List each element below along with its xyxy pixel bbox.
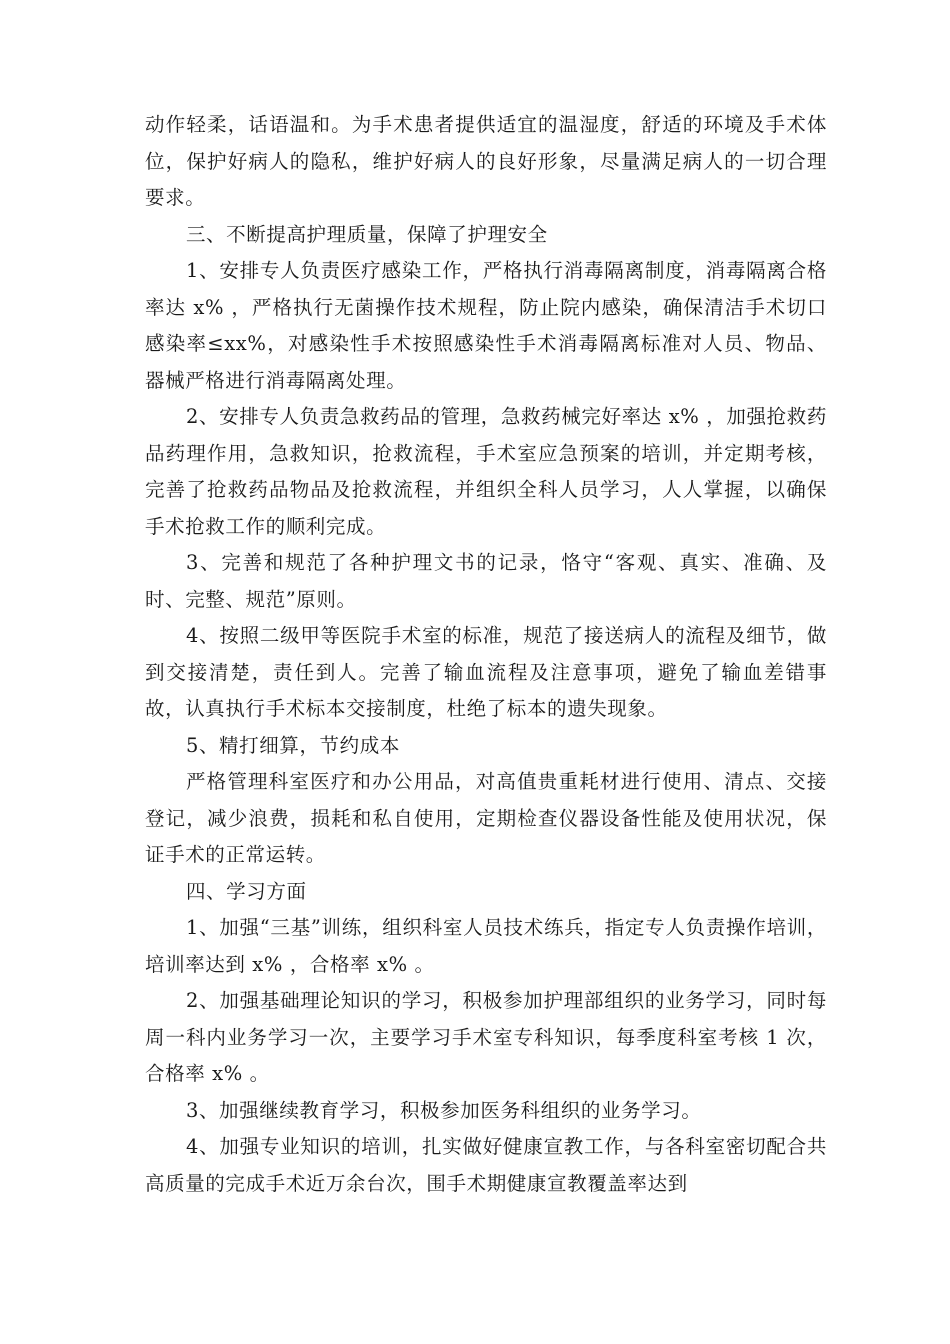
paragraph-theory-study: 2、加强基础理论知识的学习，积极参加护理部组织的业务学习，同时每周一科内业务学习一次，主要学习手术室专科知识，每季度科室考核 1 次，合格率 x% 。: [145, 989, 827, 1085]
paragraph-continuing-education: 3、加强继续教育学习，积极参加医务科组织的业务学习。: [185, 1098, 702, 1122]
paragraph-three-basics-training: 1、加强“三基”训练，组织科室人员技术练兵，指定专人负责操作培训，培训率达到 x% ，合格率 x% 。: [145, 916, 827, 976]
paragraph-infection-control: 1、安排专人负责医疗感染工作，严格执行消毒隔离制度，消毒隔离合格率达 x% ，严格执行无菌操作技术规程，防止院内感染，确保清洁手术切口感染率≤xx%，对感染性手术按照感染性手术消毒隔离标准对人员、物品、器械严格进行消毒隔离处理。: [145, 259, 827, 392]
section-heading-nursing-quality: 三、不断提高护理质量，保障了护理安全: [185, 222, 548, 246]
subheading-cost-saving: 5、精打细算，节约成本: [185, 733, 400, 757]
paragraph-emergency-drugs: 2、安排专人负责急救药品的管理，急救药械完好率达 x% ，加强抢救药品药理作用，急救知识，抢救流程，手术室应急预案的培训，并定期考核，完善了抢救药品物品及抢救流程，并组织全科人员学习，人人掌握，以确保手术抢救工作的顺利完成。: [145, 405, 827, 538]
paragraph-supplies-management: 严格管理科室医疗和办公用品，对高值贵重耗材进行使用、清点、交接登记，减少浪费，损耗和私自使用，定期检查仪器设备性能及使用状况，保证手术的正常运转。: [145, 770, 827, 866]
document-body: [145, 107, 827, 1202]
section-heading-learning: 四、学习方面: [185, 879, 307, 903]
paragraph-nursing-documents: 3、完善和规范了各种护理文书的记录，恪守“客观、真实、准确、及时、完整、规范”原则。: [145, 551, 827, 611]
paragraph-patient-transfer: 4、按照二级甲等医院手术室的标准，规范了接送病人的流程及细节，做到交接清楚，责任到人。完善了输血流程及注意事项，避免了输血差错事故，认真执行手术标本交接制度，杜绝了标本的遗失现象。: [145, 624, 827, 720]
paragraph-health-education: 4、加强专业知识的培训，扎实做好健康宣教工作，与各科室密切配合共高质量的完成手术近万余台次，围手术期健康宣教覆盖率达到: [145, 1135, 827, 1195]
paragraph-intro-continuation: 动作轻柔，话语温和。为手术患者提供适宜的温湿度，舒适的环境及手术体位，保护好病人的隐私，维护好病人的良好形象，尽量满足病人的一切合理要求。: [145, 113, 827, 209]
